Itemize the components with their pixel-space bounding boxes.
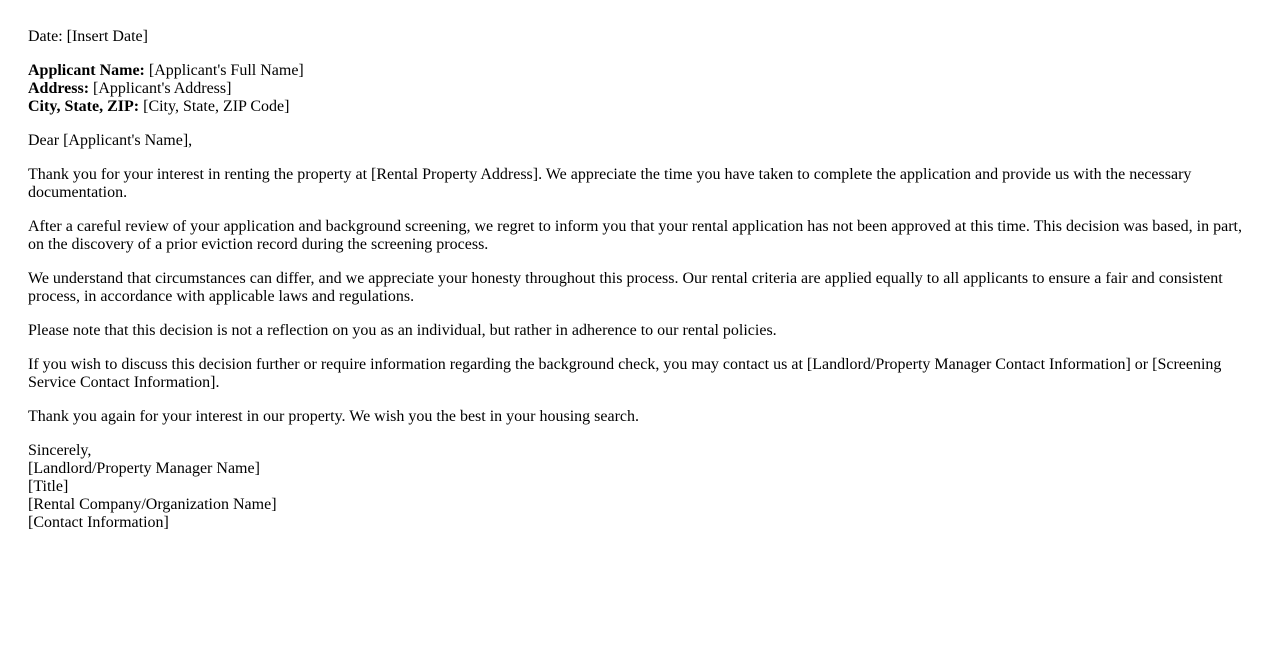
salutation: Dear [Applicant's Name], — [28, 132, 193, 149]
signature-title: [Title] — [28, 478, 69, 495]
applicant-address-label: Address: — [28, 80, 90, 97]
closing: Sincerely, — [28, 442, 92, 459]
applicant-name-label: Applicant Name: — [28, 62, 145, 79]
applicant-city-line — [28, 98, 1250, 116]
signature-company: [Rental Company/Organization Name] — [28, 496, 277, 513]
signature-contact: [Contact Information] — [28, 514, 169, 531]
signature-name: [Landlord/Property Manager Name] — [28, 460, 260, 477]
applicant-city-label: City, State, ZIP: — [28, 98, 140, 115]
letter-document — [28, 28, 1250, 548]
applicant-address-value: [Applicant's Address] — [93, 80, 232, 97]
body-paragraph: If you wish to discuss this decision further or require information regarding the background check, you may contact us at [Landlord/Property Manager Contact Information] or [Screening Service Contact Information]. — [28, 356, 1222, 391]
body-paragraph: Thank you again for your interest in our property. We wish you the best in your housing search. — [28, 408, 640, 425]
letter-date: Date: [Insert Date] — [28, 28, 148, 45]
body-paragraph: Please note that this decision is not a reflection on you as an individual, but rather in adherence to our rental policies. — [28, 322, 777, 339]
applicant-name-value: [Applicant's Full Name] — [148, 62, 304, 79]
body-paragraph: After a careful review of your application and background screening, we regret to inform you that your rental application has not been approved at this time. This decision was based, in part, on the discovery of a prior eviction record during the screening process. — [28, 218, 1242, 253]
body-paragraph: We understand that circumstances can differ, and we appreciate your honesty throughout this process. Our rental criteria are applied equally to all applicants to ensure a fair and consistent process, in accordance with applicable laws and regulations. — [28, 270, 1223, 305]
applicant-city-value: [City, State, ZIP Code] — [143, 98, 290, 115]
applicant-info — [28, 62, 1250, 116]
applicant-name-line — [28, 62, 1250, 80]
body-paragraph: Thank you for your interest in renting the property at [Rental Property Address]. We appreciate the time you have taken to complete the application and provide us with the necessary documentation. — [28, 166, 1192, 201]
applicant-address-line — [28, 80, 1250, 98]
signature-block — [28, 442, 1250, 532]
